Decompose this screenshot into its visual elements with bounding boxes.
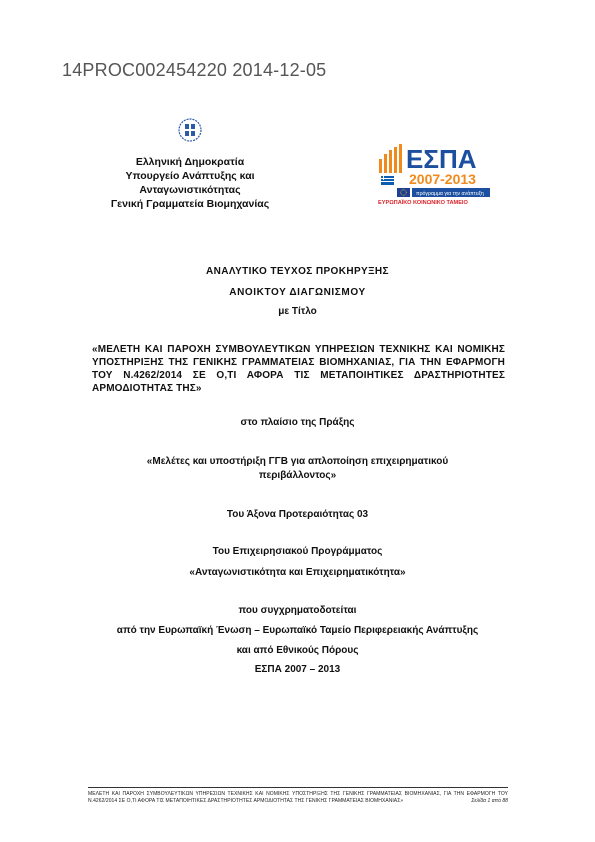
gov-line-ministry: Υπουργείο Ανάπτυξης και <box>125 170 255 182</box>
cofunding-label: που συγχρηματοδοτείται <box>238 605 357 616</box>
footer-text: ΜΕΛΕΤΗ ΚΑΙ ΠΑΡΟΧΗ ΣΥΜΒΟΥΛΕΥΤΙΚΩΝ ΥΠΗΡΕΣΙΩΝ ΤΕΧΝΙΚΗΣ ΚΑΙ ΝΟΜΙΚΗΣ ΥΠΟΣΤΗΡΙΞΗΣ ΤΗΣ ΓΕΝΙΚΗΣ ΓΡΑΜΜΑΤΕΙΑΣ ΒΙΟΜΗΧΑΝΙΑΣ, ΓΙΑ ΤΗΝ ΕΦΑΡΜΟΓΗ ΤΟΥ Ν.4262/2014 ΣΕ Ο,ΤΙ ΑΦΟΡΑ ΤΙΣ ΜΕΤΑΠΟΙΗΤΙΚΕΣ ΔΡΑΣΤΗΡΙΟΤΗΤΕΣ ΑΡΜΟΔΙΟΤΗΤΑΣ ΤΗΣ ΓΕΝΙΚΗΣ ΓΡΑΜΜΑΤΕΙΑΣ ΒΙΟΜΗΧΑΝΙΑΣ» <box>88 791 508 804</box>
gov-line-ministry-2: Ανταγωνιστικότητας <box>139 184 241 196</box>
greek-republic-emblem <box>176 117 204 143</box>
action-context: στο πλαίσιο της Πράξης <box>240 417 355 428</box>
cofunding-eu: από την Ευρωπαϊκή Ένωση – Ευρωπαϊκό Ταμείο Περιφερειακής Ανάπτυξης <box>116 625 479 636</box>
espa-logo-motto: πρόγραμμα για την ανάπτυξη <box>416 191 484 197</box>
espa-logo-years: 2007-2013 <box>409 171 476 187</box>
doc-heading-line-1: ΑΝΑΛΥΤΙΚΟ ΤΕΥΧΟΣ ΠΡΟΚΗΡΥΞΗΣ <box>206 266 389 277</box>
espa-logo <box>376 143 492 205</box>
page-number: Σελίδα 1 από 88 <box>471 798 508 804</box>
doc-heading-line-3: με Τίτλο <box>278 306 317 317</box>
operational-programme-name: «Ανταγωνιστικότητα και Επιχειρηματικότητα» <box>189 567 406 578</box>
action-name: «Μελέτες και υποστήριξη ΓΓΒ για απλοποίηση επιχειρηματικού περιβάλλοντος» <box>146 456 449 481</box>
espa-logo-fund: ΕΥΡΩΠΑΪΚΟ ΚΟΙΝΩΝΙΚΟ ΤΑΜΕΙΟ <box>378 200 468 205</box>
gov-line-republic: Ελληνική Δημοκρατία <box>135 156 245 168</box>
espa-period: ΕΣΠΑ 2007 – 2013 <box>254 664 341 675</box>
footer-divider <box>88 787 508 788</box>
document-title: «ΜΕΛΕΤΗ ΚΑΙ ΠΑΡΟΧΗ ΣΥΜΒΟΥΛΕΥΤΙΚΩΝ ΥΠΗΡΕΣΙΩΝ ΤΕΧΝΙΚΗΣ ΚΑΙ ΝΟΜΙΚΗΣ ΥΠΟΣΤΗΡΙΞΗΣ ΤΗΣ ΓΕΝΙΚΗΣ ΓΡΑΜΜΑΤΕΙΑΣ ΒΙΟΜΗΧΑΝΙΑΣ, ΓΙΑ ΤΗΝ ΕΦΑΡΜΟΓΗ ΤΟΥ Ν.4262/2014 ΣΕ Ο,ΤΙ ΑΦΟΡΑ ΤΙΣ ΜΕΤΑΠΟΙΗΤΙΚΕΣ ΔΡΑΣΤΗΡΙΟΤΗΤΕΣ ΑΡΜΟΔΙΟΤΗΤΑΣ ΤΗΣ» <box>92 344 505 394</box>
cofunding-national: και από Εθνικούς Πόρους <box>236 645 359 656</box>
espa-logo-title: ΕΣΠΑ <box>406 144 477 174</box>
gov-line-secretariat: Γενική Γραμματεία Βιομηχανίας <box>110 198 270 210</box>
priority-axis: Του Άξονα Προτεραιότητας 03 <box>226 509 369 520</box>
operational-programme-label: Του Επιχειρησιακού Προγράμματος <box>212 546 383 557</box>
government-header <box>80 155 300 211</box>
doc-heading-line-2: ΑΝΟΙΚΤΟΥ ΔΙΑΓΩΝΙΣΜΟΥ <box>229 287 366 298</box>
page-footer <box>88 791 508 805</box>
document-id-stamp: 14PROC002454220 2014-12-05 <box>62 60 327 80</box>
